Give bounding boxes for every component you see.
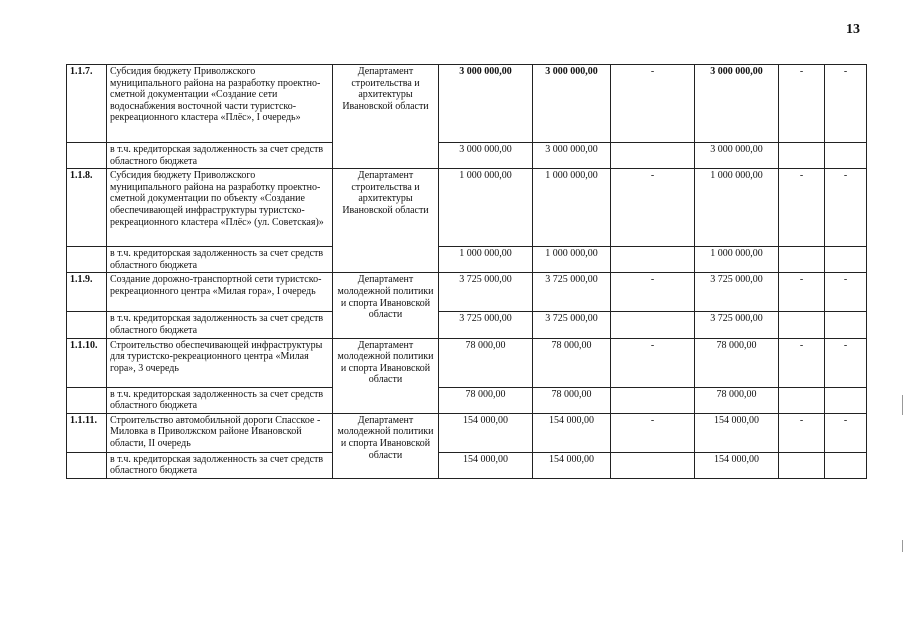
row-amount-4: 1 000 000,00 (695, 169, 779, 247)
subrow-amount-2: 154 000,00 (533, 452, 611, 478)
row-amount-3: - (611, 338, 695, 387)
table-subrow (67, 143, 867, 169)
table-row (67, 413, 867, 452)
row-amount-3: - (611, 413, 695, 452)
row-amount-1: 78 000,00 (439, 338, 533, 387)
row-department: Департамент молодежной политики и спорта Ивановской области (333, 413, 439, 478)
subrow-amount-1: 1 000 000,00 (439, 247, 533, 273)
row-amount-2: 3 000 000,00 (533, 65, 611, 143)
scan-margin-mark (902, 395, 903, 415)
row-amount-6: - (825, 273, 867, 312)
table-subrow (67, 247, 867, 273)
row-amount-6: - (825, 65, 867, 143)
page-number: 13 (846, 22, 860, 37)
row-name: Субсидия бюджету Приволжского муниципального района на разработку проектно-сметной документации по объекту «Создание обеспечивающей инфраструктуры туристско-рекреационного кластера «Плёс» (ул. Советская)» (107, 169, 333, 247)
row-amount-2: 3 725 000,00 (533, 273, 611, 312)
row-amount-2: 1 000 000,00 (533, 169, 611, 247)
row-amount-1: 1 000 000,00 (439, 169, 533, 247)
subrow-amount-1: 154 000,00 (439, 452, 533, 478)
row-department: Департамент строительства и архитектуры Ивановской области (333, 169, 439, 273)
row-amount-5: - (779, 413, 825, 452)
subrow-amount-1: 78 000,00 (439, 387, 533, 413)
row-amount-5: - (779, 273, 825, 312)
subrow-amount-2: 1 000 000,00 (533, 247, 611, 273)
subrow-amount-4: 154 000,00 (695, 452, 779, 478)
row-amount-5: - (779, 338, 825, 387)
row-amount-3: - (611, 65, 695, 143)
table-row (67, 65, 867, 143)
subrow-amount-4: 1 000 000,00 (695, 247, 779, 273)
budget-table (66, 64, 867, 479)
row-number: 1.1.8. (67, 169, 107, 247)
row-amount-5: - (779, 169, 825, 247)
row-amount-3: - (611, 169, 695, 247)
row-amount-5: - (779, 65, 825, 143)
subrow-label: в т.ч. кредиторская задолженность за счет средств областного бюджета (107, 387, 333, 413)
table-subrow (67, 312, 867, 338)
row-department: Департамент строительства и архитектуры Ивановской области (333, 65, 439, 169)
row-name: Субсидия бюджету Приволжского муниципального района на разработку проектно-сметной документации «Создание сети водоснабжения восточной части туристско-рекреационного кластера «Плёс», I очередь» (107, 65, 333, 143)
subrow-amount-4: 3 725 000,00 (695, 312, 779, 338)
row-number: 1.1.7. (67, 65, 107, 143)
row-amount-4: 78 000,00 (695, 338, 779, 387)
row-department: Департамент молодежной политики и спорта Ивановской области (333, 338, 439, 413)
subrow-amount-4: 3 000 000,00 (695, 143, 779, 169)
row-amount-2: 78 000,00 (533, 338, 611, 387)
subrow-label: в т.ч. кредиторская задолженность за счет средств областного бюджета (107, 143, 333, 169)
table-subrow (67, 452, 867, 478)
scan-margin-mark (902, 540, 903, 552)
row-amount-2: 154 000,00 (533, 413, 611, 452)
subrow-label: в т.ч. кредиторская задолженность за счет средств областного бюджета (107, 247, 333, 273)
row-amount-6: - (825, 338, 867, 387)
row-amount-1: 3 725 000,00 (439, 273, 533, 312)
row-amount-4: 3 000 000,00 (695, 65, 779, 143)
subrow-amount-1: 3 000 000,00 (439, 143, 533, 169)
subrow-amount-1: 3 725 000,00 (439, 312, 533, 338)
row-number: 1.1.9. (67, 273, 107, 312)
row-amount-1: 3 000 000,00 (439, 65, 533, 143)
row-department: Департамент молодежной политики и спорта Ивановской области (333, 273, 439, 338)
row-amount-1: 154 000,00 (439, 413, 533, 452)
table-row (67, 338, 867, 387)
table-row (67, 169, 867, 247)
row-name: Строительство автомобильной дороги Спасское - Миловка в Приволжском районе Ивановской области, II очередь (107, 413, 333, 452)
row-amount-6: - (825, 169, 867, 247)
subrow-amount-2: 78 000,00 (533, 387, 611, 413)
row-amount-3: - (611, 273, 695, 312)
row-amount-4: 3 725 000,00 (695, 273, 779, 312)
subrow-label: в т.ч. кредиторская задолженность за счет средств областного бюджета (107, 452, 333, 478)
row-name: Строительство обеспечивающей инфраструктуры для туристско-рекреационного центра «Милая гора», 3 очередь (107, 338, 333, 387)
subrow-label: в т.ч. кредиторская задолженность за счет средств областного бюджета (107, 312, 333, 338)
subrow-amount-4: 78 000,00 (695, 387, 779, 413)
table-row (67, 273, 867, 312)
row-amount-6: - (825, 413, 867, 452)
subrow-amount-2: 3 000 000,00 (533, 143, 611, 169)
row-number: 1.1.11. (67, 413, 107, 452)
table-subrow (67, 387, 867, 413)
row-amount-4: 154 000,00 (695, 413, 779, 452)
subrow-amount-2: 3 725 000,00 (533, 312, 611, 338)
row-name: Создание дорожно-транспортной сети туристско-рекреационного центра «Милая гора», I очередь (107, 273, 333, 312)
row-number: 1.1.10. (67, 338, 107, 387)
